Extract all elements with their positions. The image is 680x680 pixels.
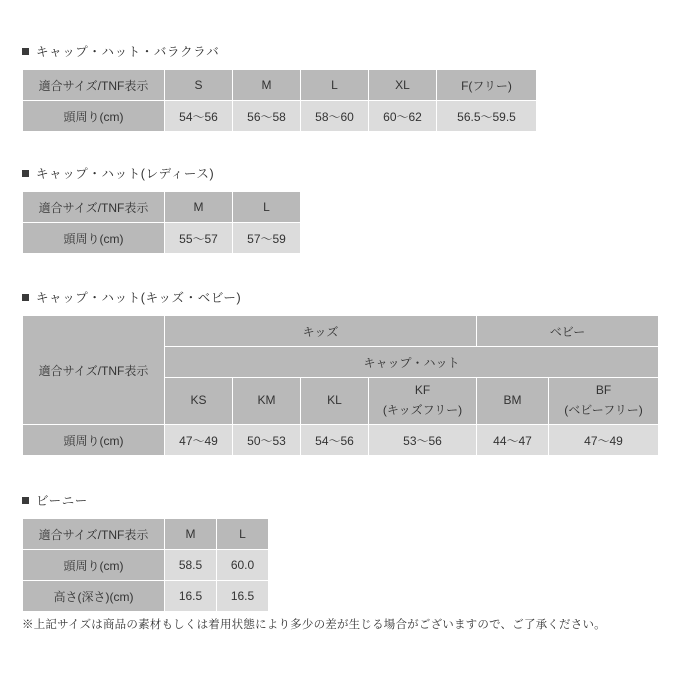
group-header-cap-hat: キャップ・ハット (165, 347, 659, 378)
cell-value: 47〜49 (549, 425, 659, 456)
table-header-row (23, 192, 301, 223)
row-label: 頭周り(cm) (23, 101, 165, 132)
column-header-sub: (ベビーフリー) (564, 403, 643, 417)
column-header: 適合サイズ/TNF表示 (23, 192, 165, 223)
column-header: M (165, 192, 233, 223)
size-table-1 (22, 69, 537, 132)
cell-value: 54〜56 (165, 101, 233, 132)
section-title: キャップ・ハット・バラクラバ (36, 45, 220, 59)
table-row (23, 223, 301, 254)
group-header-baby: ベビー (477, 316, 659, 347)
column-header-main: KM (257, 393, 276, 408)
cell-value: 58.5 (165, 550, 217, 581)
section-title: キャップ・ハット(レディース) (36, 167, 215, 181)
row-label-size-display: 適合サイズ/TNF表示 (23, 316, 165, 425)
size-table-4 (22, 518, 269, 612)
cell-value: 58〜60 (301, 101, 369, 132)
square-bullet-icon (22, 48, 29, 55)
group-header-kids: キッズ (165, 316, 477, 347)
size-table-3 (22, 315, 659, 456)
section-cap-hat-kids-baby (22, 288, 659, 456)
cell-value: 54〜56 (301, 425, 369, 456)
column-header-main: BF (595, 383, 612, 398)
column-header: L (301, 70, 369, 101)
section-cap-hat-ladies (22, 164, 301, 254)
column-header: S (165, 70, 233, 101)
section-heading (22, 164, 301, 182)
column-header: XL (369, 70, 437, 101)
cell-value: 16.5 (165, 581, 217, 612)
section-title: ビーニー (36, 494, 88, 508)
column-header: F(フリー) (437, 70, 537, 101)
cell-value: 53〜56 (369, 425, 477, 456)
column-header-sub: (キッズフリー) (382, 403, 463, 417)
section-cap-hat-balaclava (22, 42, 537, 132)
column-header-main: KF (414, 383, 431, 398)
column-header: M (165, 519, 217, 550)
row-label: 頭周り(cm) (23, 425, 165, 456)
column-header (301, 378, 369, 425)
column-header (165, 378, 233, 425)
column-header (369, 378, 477, 425)
size-table-2 (22, 191, 301, 254)
square-bullet-icon (22, 294, 29, 301)
column-header (549, 378, 659, 425)
cell-value: 44〜47 (477, 425, 549, 456)
cell-value: 47〜49 (165, 425, 233, 456)
table-group-row-1 (23, 316, 659, 347)
column-header: M (233, 70, 301, 101)
cell-value: 50〜53 (233, 425, 301, 456)
section-beanie (22, 491, 269, 612)
cell-value: 16.5 (217, 581, 269, 612)
row-label: 頭周り(cm) (23, 550, 165, 581)
cell-value: 57〜59 (233, 223, 301, 254)
section-heading (22, 42, 537, 60)
column-header-main: KL (327, 393, 342, 408)
column-header (233, 378, 301, 425)
column-header: 適合サイズ/TNF表示 (23, 519, 165, 550)
footnote: ※上記サイズは商品の素材もしくは着用状態により多少の差が生じる場合がございますので、ご了承ください。 (22, 619, 606, 631)
column-header (477, 378, 549, 425)
section-heading (22, 288, 659, 306)
table-header-row (23, 70, 537, 101)
row-label: 頭周り(cm) (23, 223, 165, 254)
table-header-row (23, 519, 269, 550)
cell-value: 60.0 (217, 550, 269, 581)
cell-value: 56〜58 (233, 101, 301, 132)
row-label: 高さ(深さ)(cm) (23, 581, 165, 612)
column-header-main: BM (503, 393, 522, 408)
square-bullet-icon (22, 497, 29, 504)
column-header: 適合サイズ/TNF表示 (23, 70, 165, 101)
table-row (23, 550, 269, 581)
section-title: キャップ・ハット(キッズ・ベビー) (36, 291, 242, 305)
square-bullet-icon (22, 170, 29, 177)
cell-value: 55〜57 (165, 223, 233, 254)
column-header: L (233, 192, 301, 223)
column-header: L (217, 519, 269, 550)
column-header-main: KS (190, 393, 207, 408)
cell-value: 60〜62 (369, 101, 437, 132)
section-heading (22, 491, 269, 509)
table-row (23, 581, 269, 612)
table-row (23, 425, 659, 456)
table-row (23, 101, 537, 132)
cell-value: 56.5〜59.5 (437, 101, 537, 132)
